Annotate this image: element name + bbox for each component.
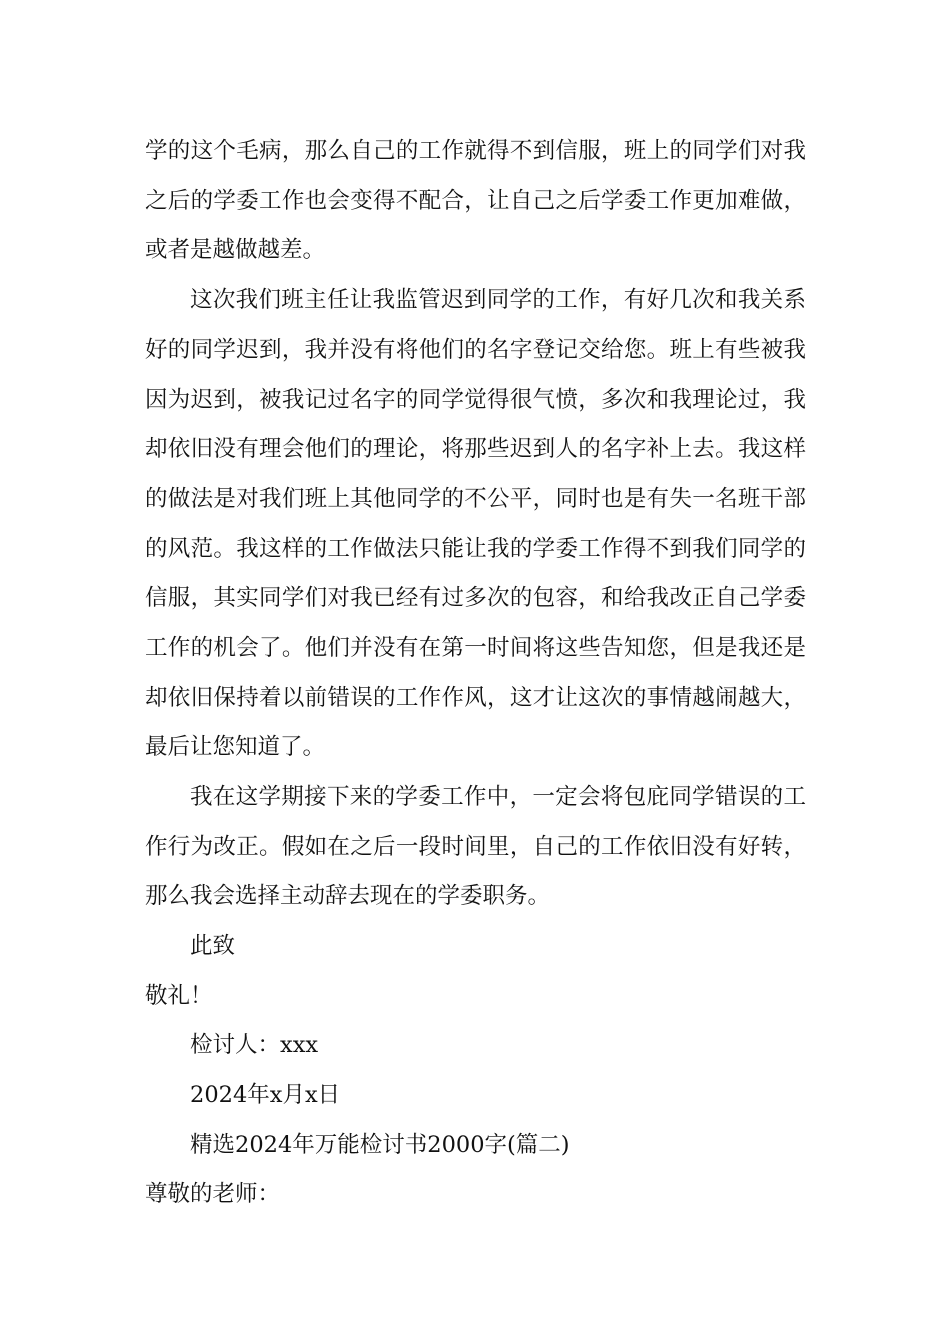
text-line: 信服，其实同学们对我已经有过多次的包容，和给我改正自己学委 <box>145 585 806 611</box>
date: 2024年x月x日 <box>190 1082 341 1108</box>
text-line: 那么我会选择主动辞去现在的学委职务。 <box>145 883 551 909</box>
text-line: 作行为改正。假如在之后一段时间里，自己的工作依旧没有好转， <box>145 834 806 860</box>
closing-respect: 敬礼！ <box>145 983 213 1009</box>
text-line: 的风范。我这样的工作做法只能让我的学委工作得不到我们同学的 <box>145 536 806 562</box>
text-line: 因为迟到，被我记过名字的同学觉得很气愤，多次和我理论过，我 <box>145 387 806 413</box>
section-title: 精选2024年万能检讨书2000字(篇二) <box>190 1132 570 1158</box>
text-line: 最后让您知道了。 <box>145 734 326 760</box>
signer: 检讨人：xxx <box>190 1032 319 1058</box>
text-line: 的做法是对我们班上其他同学的不公平，同时也是有失一名班干部 <box>145 486 806 512</box>
text-line: 却依旧保持着以前错误的工作作风，这才让这次的事情越闹越大， <box>145 685 806 711</box>
text-line: 好的同学迟到，我并没有将他们的名字登记交给您。班上有些被我 <box>145 337 806 363</box>
closing-salutation: 此致 <box>190 933 236 959</box>
text-line: 或者是越做越差。 <box>145 237 326 263</box>
text-line: 这次我们班主任让我监管迟到同学的工作，有好几次和我关系 <box>190 287 806 313</box>
text-line: 学的这个毛病，那么自己的工作就得不到信服，班上的同学们对我 <box>145 138 806 164</box>
greeting: 尊敬的老师： <box>145 1181 281 1207</box>
text-line: 我在这学期接下来的学委工作中，一定会将包庇同学错误的工 <box>190 784 806 810</box>
text-line: 之后的学委工作也会变得不配合，让自己之后学委工作更加难做， <box>145 188 806 214</box>
text-line: 工作的机会了。他们并没有在第一时间将这些告知您，但是我还是 <box>145 635 806 661</box>
text-line: 却依旧没有理会他们的理论，将那些迟到人的名字补上去。我这样 <box>145 436 806 462</box>
